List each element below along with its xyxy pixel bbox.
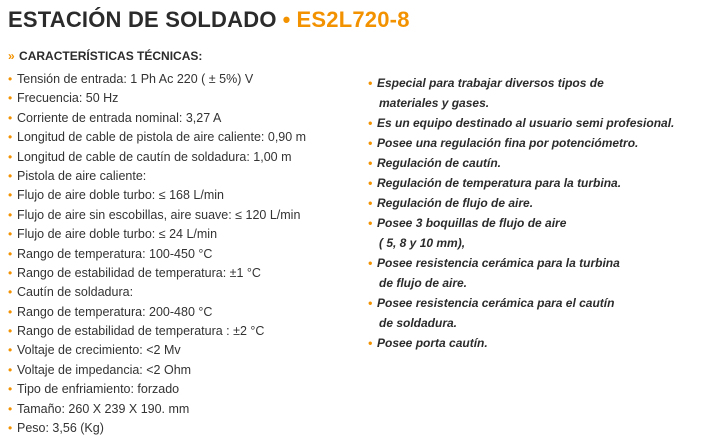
- spec-text: Flujo de aire sin escobillas, aire suave: ≤ 120 L/min: [17, 207, 301, 222]
- spec-text: Rango de temperatura: 100-450 °C: [17, 246, 213, 261]
- bullet-icon: •: [8, 343, 13, 358]
- bullet-icon: •: [8, 110, 13, 125]
- bullet-icon: •: [368, 156, 373, 170]
- bullet-icon: •: [8, 304, 13, 319]
- spec-item: [8, 186, 358, 205]
- feature-text: Posee resistencia cerámica para la turbina: [377, 256, 620, 270]
- bullet-icon: •: [8, 149, 13, 164]
- bullet-icon: •: [368, 216, 373, 230]
- feature-item: [368, 273, 713, 293]
- spec-item: [8, 264, 358, 283]
- bullet-icon: •: [8, 324, 13, 339]
- feature-text: Posee resistencia cerámica para el cautín: [377, 296, 615, 310]
- bullet-icon: •: [8, 207, 13, 222]
- spec-text: Longitud de cable de pistola de aire caliente: 0,90 m: [17, 130, 307, 145]
- feature-item: [368, 93, 713, 113]
- double-chevron-icon: »: [8, 49, 13, 63]
- feature-text: Regulación de cautín.: [377, 156, 502, 170]
- spec-text: Flujo de aire doble turbo: ≤ 168 L/min: [17, 188, 224, 203]
- feature-list: [368, 73, 713, 353]
- feature-item: [368, 333, 713, 353]
- spec-item: [8, 400, 358, 419]
- bullet-icon: •: [8, 130, 13, 145]
- spec-item: [8, 167, 358, 186]
- spec-text: Tipo de enfriamiento: forzado: [17, 382, 180, 397]
- feature-text: Es un equipo destinado al usuario semi profesional.: [377, 116, 675, 130]
- feature-text: materiales y gases.: [379, 96, 490, 110]
- spec-text: Longitud de cable de cautín de soldadura: 1,00 m: [17, 149, 292, 164]
- feature-item: [368, 133, 713, 153]
- feature-text: Especial para trabajar diversos tipos de: [377, 76, 604, 90]
- bullet-icon: •: [8, 265, 13, 280]
- bullet-icon: •: [8, 401, 13, 416]
- spec-item: [8, 322, 358, 341]
- feature-item: [368, 233, 713, 253]
- bullet-icon: •: [368, 76, 373, 90]
- spec-item: [8, 361, 358, 380]
- title-separator: •: [282, 7, 291, 32]
- spec-item: [8, 341, 358, 360]
- feature-item: [368, 153, 713, 173]
- spec-item: [8, 283, 358, 302]
- spec-text: Rango de temperatura: 200-480 °C: [17, 304, 213, 319]
- spec-text: Cautín de soldadura:: [17, 285, 134, 300]
- feature-text: de soldadura.: [379, 316, 458, 330]
- bullet-icon: •: [8, 72, 13, 86]
- bullet-icon: •: [368, 296, 373, 310]
- feature-text: Posee 3 boquillas de flujo de aire: [377, 216, 567, 230]
- spec-text: Voltaje de crecimiento: <2 Mv: [17, 343, 181, 358]
- spec-text: Pistola de aire caliente:: [17, 168, 147, 183]
- title-product-name: ESTACIÓN DE SOLDADO: [8, 7, 277, 32]
- section-heading: [8, 46, 202, 66]
- spec-item: [8, 89, 358, 108]
- spec-text: Frecuencia: 50 Hz: [17, 91, 119, 106]
- feature-item: [368, 313, 713, 333]
- spec-item: [8, 245, 358, 264]
- spec-text: Tensión de entrada: 1 Ph Ac 220 ( ± 5%) V: [17, 72, 254, 86]
- feature-item: [368, 213, 713, 233]
- feature-text: de flujo de aire.: [379, 276, 468, 290]
- title-model-code: ES2L720-8: [296, 7, 410, 32]
- feature-text: Regulación de temperatura para la turbina.: [377, 176, 622, 190]
- feature-text: Posee una regulación fina por potenciómetro.: [377, 136, 639, 150]
- bullet-icon: •: [368, 336, 373, 350]
- feature-item: [368, 113, 713, 133]
- bullet-icon: •: [8, 188, 13, 203]
- bullet-icon: •: [8, 91, 13, 106]
- spec-text: Flujo de aire doble turbo: ≤ 24 L/min: [17, 227, 218, 242]
- bullet-icon: •: [8, 362, 13, 377]
- page-title: [8, 4, 410, 36]
- feature-item: [368, 173, 713, 193]
- spec-text: Rango de estabilidad de temperatura: ±1 °C: [17, 265, 261, 280]
- feature-text: ( 5, 8 y 10 mm),: [379, 236, 466, 250]
- bullet-icon: •: [8, 285, 13, 300]
- feature-text: Posee porta cautín.: [377, 336, 488, 350]
- spec-item: [8, 225, 358, 244]
- section-heading-label: CARACTERÍSTICAS TÉCNICAS:: [19, 49, 203, 63]
- spec-item: [8, 419, 358, 438]
- spec-list: [8, 70, 358, 438]
- bullet-icon: •: [8, 246, 13, 261]
- bullet-icon: •: [8, 227, 13, 242]
- spec-item: [8, 303, 358, 322]
- spec-text: Corriente de entrada nominal: 3,27 A: [17, 110, 222, 125]
- bullet-icon: •: [368, 256, 373, 270]
- spec-text: Peso: 3,56 (Kg): [17, 421, 104, 436]
- feature-item: [368, 193, 713, 213]
- feature-item: [368, 73, 713, 93]
- bullet-icon: •: [368, 116, 373, 130]
- spec-item: [8, 128, 358, 147]
- spec-item: [8, 109, 358, 128]
- bullet-icon: •: [368, 136, 373, 150]
- bullet-icon: •: [368, 196, 373, 210]
- feature-item: [368, 253, 713, 273]
- spec-item: [8, 206, 358, 225]
- feature-item: [368, 293, 713, 313]
- bullet-icon: •: [8, 382, 13, 397]
- spec-text: Tamaño: 260 X 239 X 190. mm: [17, 401, 190, 416]
- bullet-icon: •: [8, 168, 13, 183]
- spec-item: [8, 148, 358, 167]
- bullet-icon: •: [8, 421, 13, 436]
- spec-item: [8, 380, 358, 399]
- spec-item: [8, 70, 358, 89]
- bullet-icon: •: [368, 176, 373, 190]
- spec-text: Voltaje de impedancia: <2 Ohm: [17, 362, 192, 377]
- feature-text: Regulación de flujo de aire.: [377, 196, 534, 210]
- spec-text: Rango de estabilidad de temperatura : ±2 °C: [17, 324, 265, 339]
